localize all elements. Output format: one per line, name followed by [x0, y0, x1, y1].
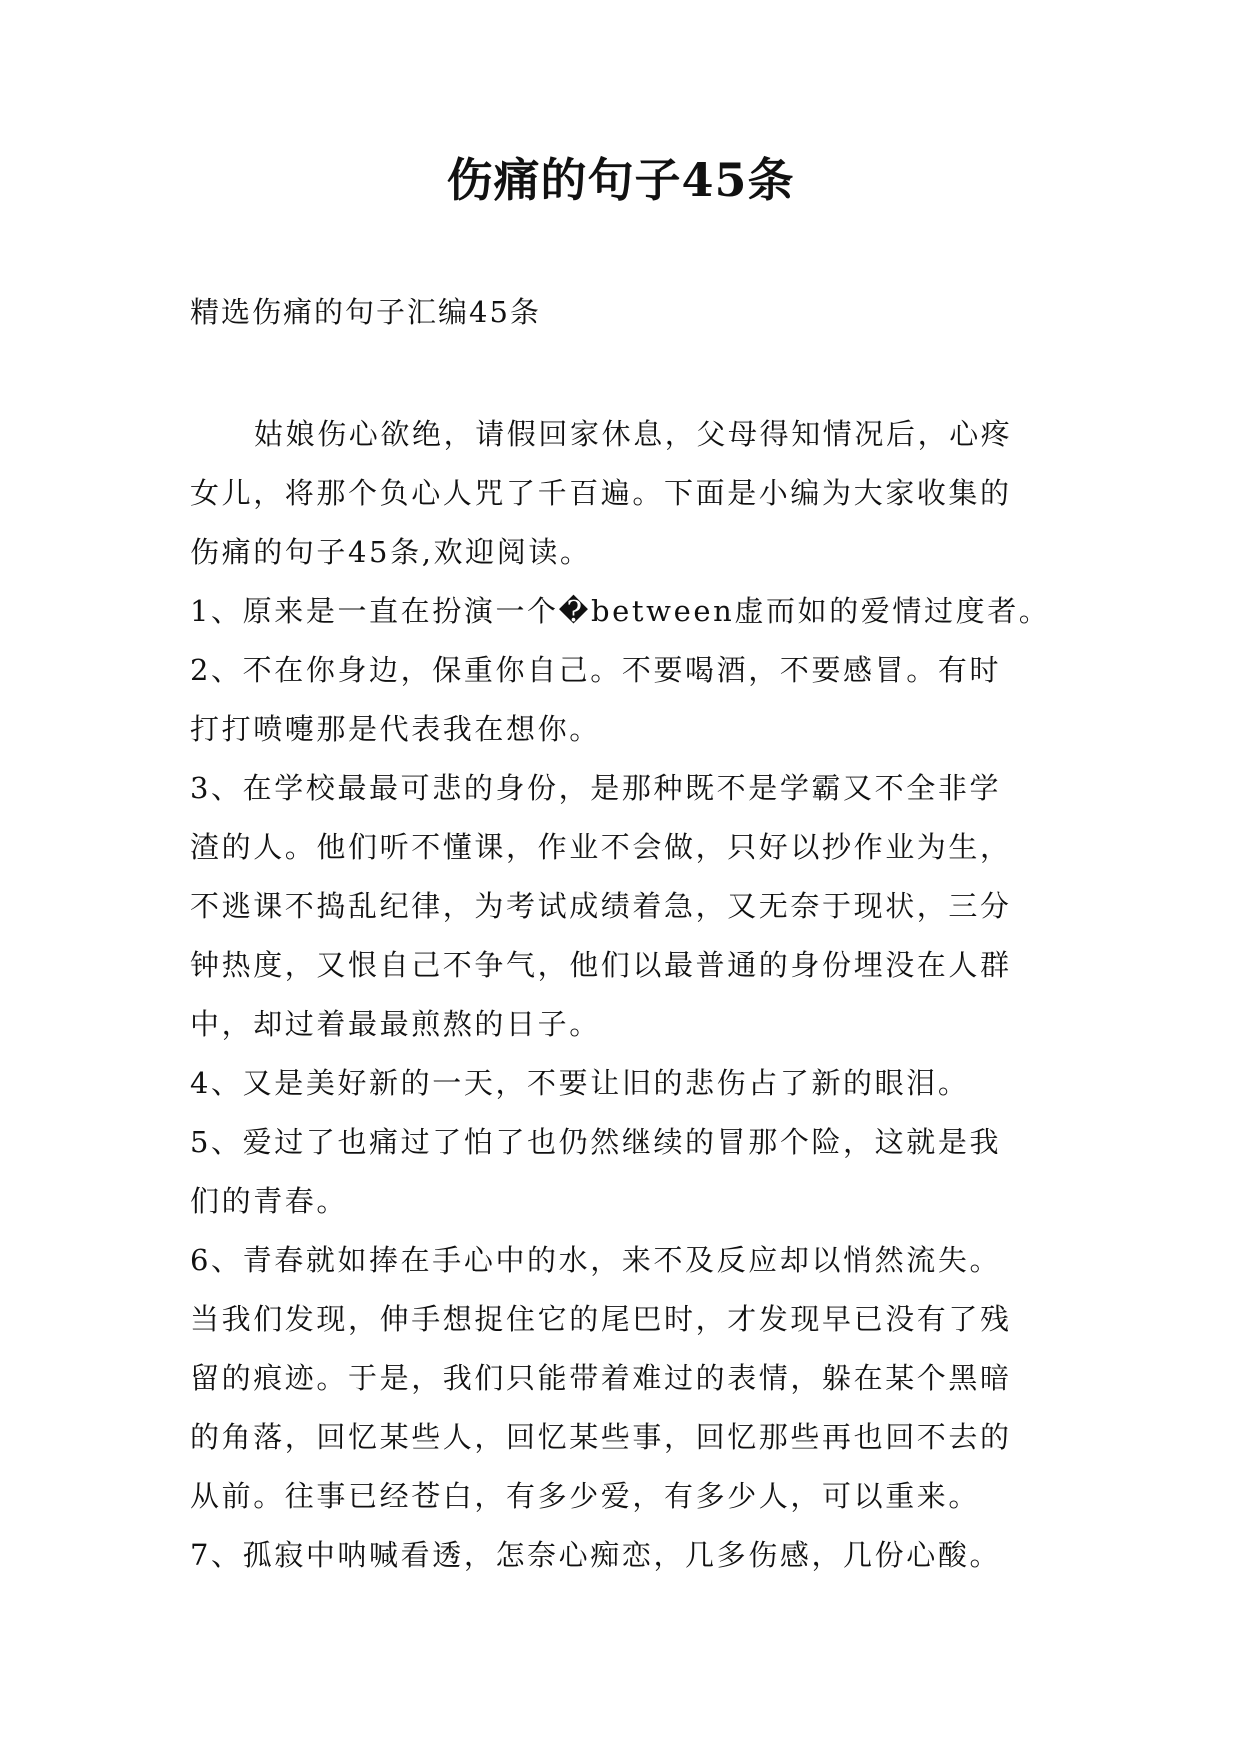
body-line: 打打喷嚏那是代表我在想你。 [190, 712, 601, 746]
document-title: 伤痛的句子45条 [446, 153, 795, 207]
body-line: 2、不在你身边，保重你自己。不要喝酒，不要感冒。有时 [190, 653, 1002, 687]
body-line: 从前。往事已经苍白，有多少爱，有多少人，可以重来。 [190, 1479, 981, 1513]
body-line: 5、爱过了也痛过了怕了也仍然继续的冒那个险，这就是我 [190, 1125, 1002, 1159]
body-line: 4、又是美好新的一天，不要让旧的悲伤占了新的眼泪。 [190, 1066, 970, 1100]
document-body [190, 405, 1052, 1585]
body-line: 留的痕迹。于是，我们只能带着难过的表情，躲在某个黑暗 [190, 1361, 1012, 1395]
body-line: 当我们发现，伸手想捉住它的尾巴时，才发现早已没有了残 [190, 1302, 1012, 1336]
body-line: 伤痛的句子45条,欢迎阅读。 [190, 535, 592, 569]
document-subtitle: 精选伤痛的句子汇编45条 [190, 295, 541, 329]
body-line: 渣的人。他们听不懂课，作业不会做，只好以抄作业为生， [190, 830, 1012, 864]
body-line: 钟热度，又恨自己不争气，他们以最普通的身份埋没在人群 [190, 948, 1012, 982]
body-line: 1、原来是一直在扮演一个�between虚而如的爱情过度者。 [190, 594, 1051, 628]
body-line: 不逃课不捣乱纪律，为考试成绩着急，又无奈于现状，三分 [190, 889, 1012, 923]
body-line: 女儿，将那个负心人咒了千百遍。下面是小编为大家收集的 [190, 476, 1012, 510]
body-line: 7、孤寂中呐喊看透，怎奈心痴恋，几多伤感，几份心酸。 [190, 1538, 1002, 1572]
body-line: 3、在学校最最可悲的身份，是那种既不是学霸又不全非学 [190, 771, 1002, 805]
body-line: 们的青春。 [190, 1184, 349, 1218]
body-line: 姑娘伤心欲绝，请假回家休息，父母得知情况后，心疼 [254, 417, 1013, 451]
body-line: 6、青春就如捧在手心中的水，来不及反应却以悄然流失。 [190, 1243, 1002, 1277]
body-line: 的角落，回忆某些人，回忆某些事，回忆那些再也回不去的 [190, 1420, 1012, 1454]
body-line: 中，却过着最最煎熬的日子。 [190, 1007, 601, 1041]
